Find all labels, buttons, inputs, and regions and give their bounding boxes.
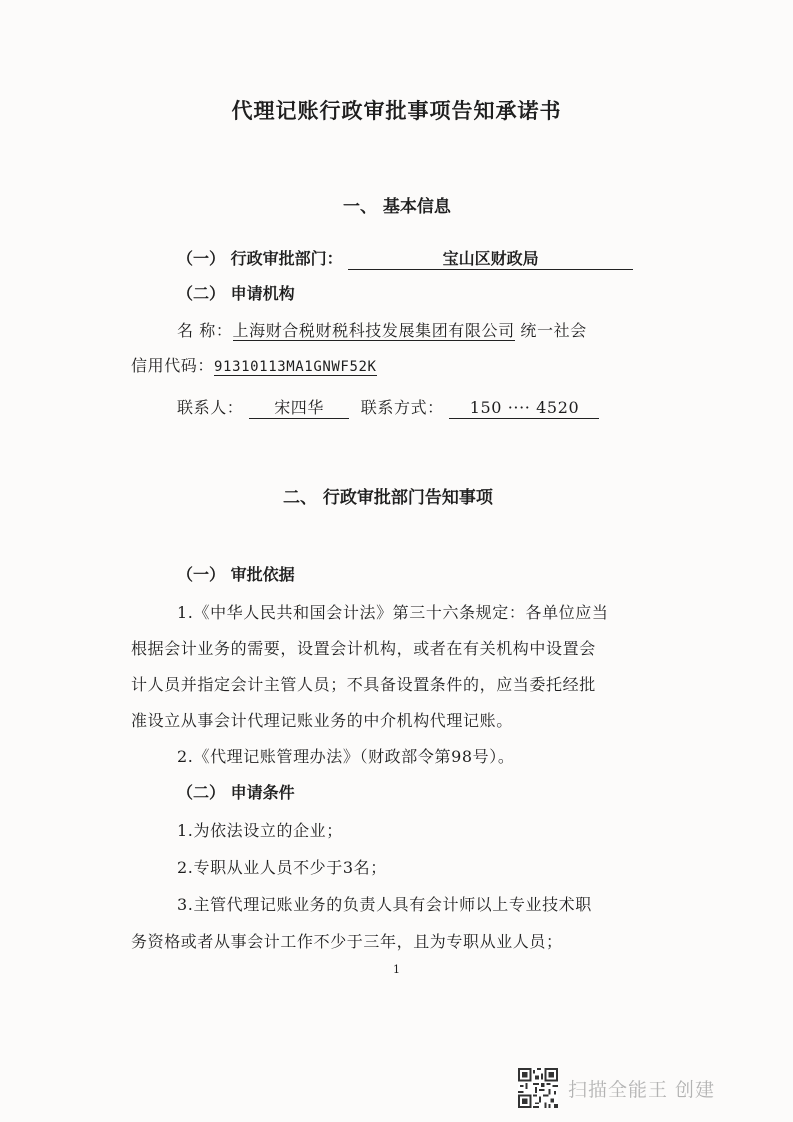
approval-basis-heading: （一） 审批依据 bbox=[177, 565, 295, 584]
approval-dept-label: （一） 行政审批部门： bbox=[177, 249, 343, 268]
basis-line-2: 根据会计业务的需要，设置会计机构，或者在有关机构中设置会 bbox=[131, 639, 596, 658]
contact-row bbox=[177, 395, 599, 419]
contact-value: 宋四华 bbox=[249, 398, 349, 419]
page-number: 1 bbox=[393, 963, 400, 976]
basis-line-5: 2.《代理记账管理办法》（财政部令第98号）。 bbox=[177, 747, 515, 766]
basis-line-4: 准设立从事会计代理记账业务的中介机构代理记账。 bbox=[131, 711, 513, 730]
basis-line-1: 1.《中华人民共和国会计法》第三十六条规定：各单位应当 bbox=[177, 603, 609, 622]
credit-code-value: 91310113MA1GNWF52K bbox=[214, 359, 377, 375]
org-name-label: 名 称： bbox=[177, 321, 233, 340]
basis-line-3: 计人员并指定会计主管人员；不具备设置条件的，应当委托经批 bbox=[131, 675, 596, 694]
credit-code-label-2: 信用代码： bbox=[131, 356, 215, 375]
condition-line-2: 2.专职从业人员不少于3名； bbox=[177, 858, 387, 877]
org-name-row bbox=[177, 318, 587, 341]
condition-line-4: 务资格或者从事会计工作不少于三年，且为专职从业人员； bbox=[131, 932, 563, 951]
condition-line-1: 1.为依法设立的企业； bbox=[177, 821, 343, 840]
contact-label: 联系人： bbox=[177, 398, 244, 417]
phone-value: 150 ···· 4520 bbox=[449, 398, 599, 419]
org-name-value: 上海财合税财税科技发展集团有限公司 bbox=[232, 321, 515, 340]
document-title: 代理记账行政审批事项告知承诺书 bbox=[231, 98, 562, 123]
qr-code-icon bbox=[518, 1068, 558, 1108]
phone-label: 联系方式： bbox=[360, 398, 444, 417]
section-heading-basic-info: 一、 基本信息 bbox=[343, 197, 451, 217]
approval-dept-value: 宝山区财政局 bbox=[348, 249, 633, 270]
credit-code-label-1: 统一社会 bbox=[520, 321, 587, 340]
scanner-brand-text: 扫描全能王 创建 bbox=[567, 1078, 715, 1101]
credit-code-row bbox=[131, 353, 377, 376]
application-conditions-heading: （二） 申请条件 bbox=[177, 783, 295, 802]
section-heading-notice: 二、 行政审批部门告知事项 bbox=[283, 488, 493, 508]
condition-line-3: 3.主管代理记账业务的负责人具有会计师以上专业技术职 bbox=[177, 895, 592, 914]
scanner-watermark bbox=[518, 1068, 715, 1108]
approval-dept-row bbox=[177, 246, 633, 270]
applicant-heading: （二） 申请机构 bbox=[177, 284, 295, 303]
